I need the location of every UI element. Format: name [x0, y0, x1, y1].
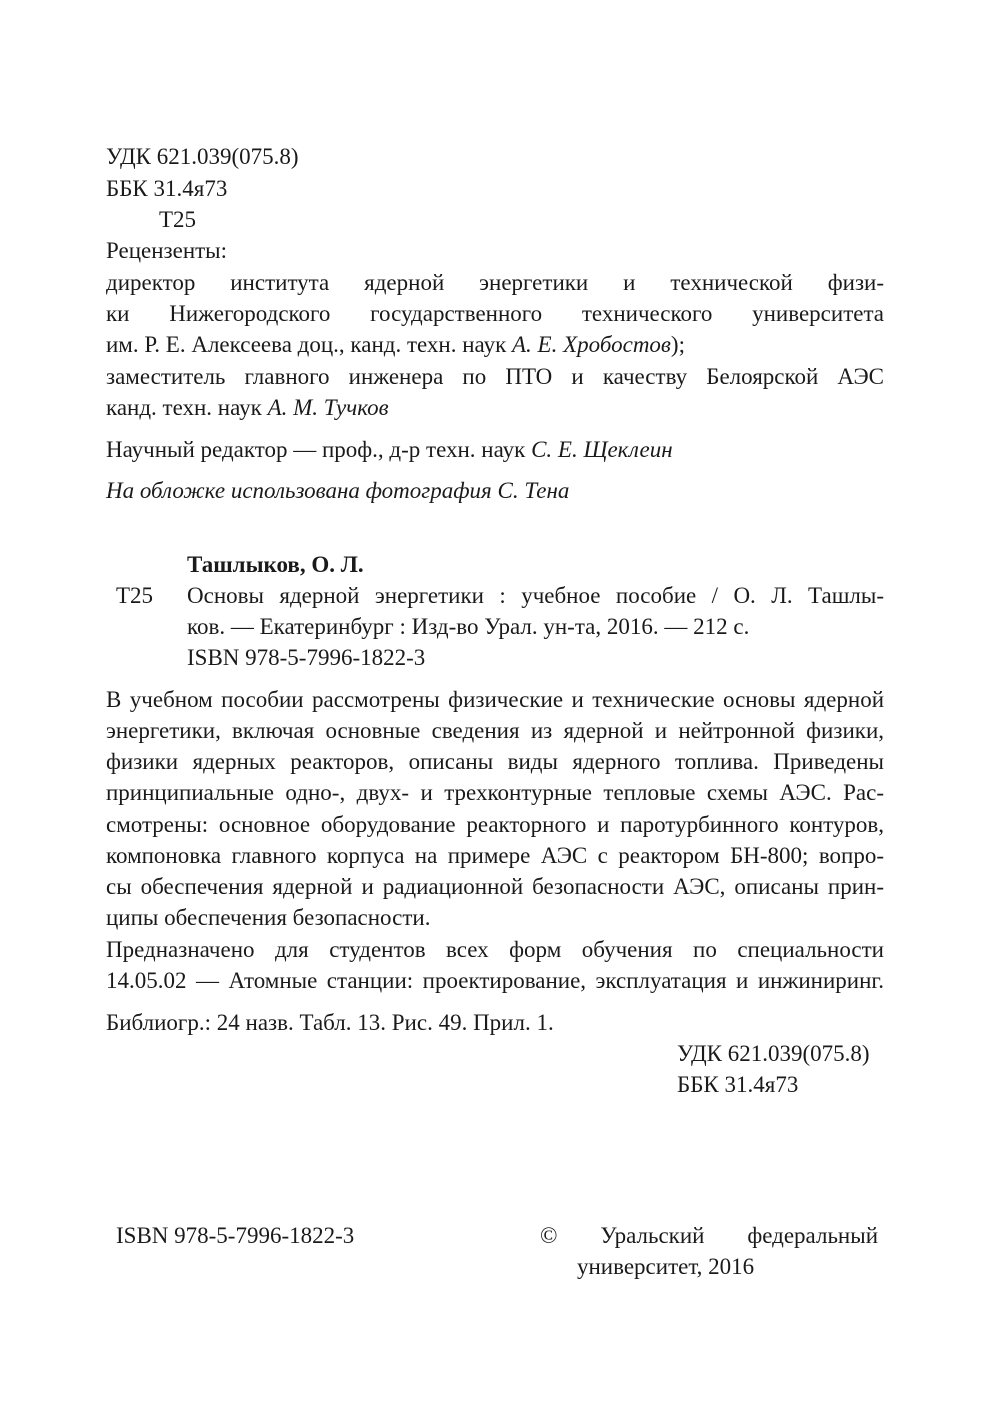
bbk-code: ББК 31.4я73 — [106, 176, 228, 201]
abstract-line: смотрены: основное оборудование реакторного и паротурбинного контуров, — [106, 812, 884, 837]
bibliographic-code: Т25 — [116, 583, 154, 608]
udk-code: УДК 621.039(075.8) — [106, 144, 299, 169]
reviewer-1-line-1: директор института ядерной энергетики и технической физи- — [106, 270, 884, 295]
reviewer-1-closing: ); — [670, 332, 685, 357]
bibliographic-isbn: ISBN 978-5-7996-1822-3 — [187, 645, 426, 670]
abstract-line: принципиальные одно-, двух- и трехконтурные тепловые схемы АЭС. Рас- — [106, 780, 884, 805]
reviewer-2-name: А. М. Тучков — [267, 395, 389, 420]
scientific-editor — [106, 436, 673, 464]
reviewer-1-affiliation-tail: им. Р. Е. Алексеева доц., канд. техн. наук — [106, 332, 512, 357]
editor-title: Научный редактор — проф., д-р техн. наук — [106, 437, 532, 462]
abstract-line: В учебном пособии рассмотрены физические и технические основы ядерной — [106, 687, 884, 712]
bibliography-counts: Библиогр.: 24 назв. Табл. 13. Рис. 49. Прил. 1. — [106, 1010, 554, 1035]
reviewer-1-line-2: ки Нижегородского государственного технического университета — [106, 301, 884, 326]
reviewer-1-name: А. Е. Хробостов — [512, 332, 671, 357]
copyright-line-1: © Уральский федеральный — [540, 1223, 878, 1248]
author-code: Т25 — [159, 207, 197, 232]
purpose-line-2: 14.05.02 — Атомные станции: проектирование, эксплуатация и инжиниринг. — [106, 968, 884, 993]
bibliographic-line-1: Основы ядерной энергетики : учебное пособие / О. Л. Ташлы- — [187, 583, 884, 608]
reviewers-title: Рецензенты: — [106, 238, 228, 263]
abstract-line: сы обеспечения ядерной и радиационной безопасности АЭС, описаны прин- — [106, 874, 884, 899]
abstract-line: компоновка главного корпуса на примере АЭС с реактором БН-800; вопро- — [106, 843, 884, 868]
reviewer-2-line-2 — [106, 394, 389, 422]
abstract-line: энергетики, включая основные сведения из ядерной и нейтронной физики, — [106, 718, 884, 743]
cover-photo-note: На обложке использована фотография С. Тена — [106, 478, 570, 503]
abstract-line: ципы обеспечения безопасности. — [106, 905, 431, 930]
book-author: Ташлыков, О. Л. — [187, 552, 364, 577]
reviewer-2-line-1: заместитель главного инженера по ПТО и качеству Белоярской АЭС — [106, 364, 884, 389]
purpose-line-1: Предназначено для студентов всех форм обучения по специальности — [106, 937, 884, 962]
bibliographic-line-2: ков. — Екатеринбург : Изд-во Урал. ун-та, 2016. — 212 с. — [187, 614, 750, 639]
copyright-line-2: университет, 2016 — [577, 1254, 755, 1279]
reviewer-1-line-3 — [106, 331, 685, 359]
abstract-line: физики ядерных реакторов, описаны виды ядерного топлива. Приведены — [106, 749, 884, 774]
footer-bbk-code: ББК 31.4я73 — [677, 1072, 799, 1097]
editor-name: С. Е. Щеклеин — [531, 437, 673, 462]
isbn: ISBN 978-5-7996-1822-3 — [116, 1223, 355, 1248]
reviewer-2-degree: канд. техн. наук — [106, 395, 268, 420]
footer-udk-code: УДК 621.039(075.8) — [677, 1041, 870, 1066]
